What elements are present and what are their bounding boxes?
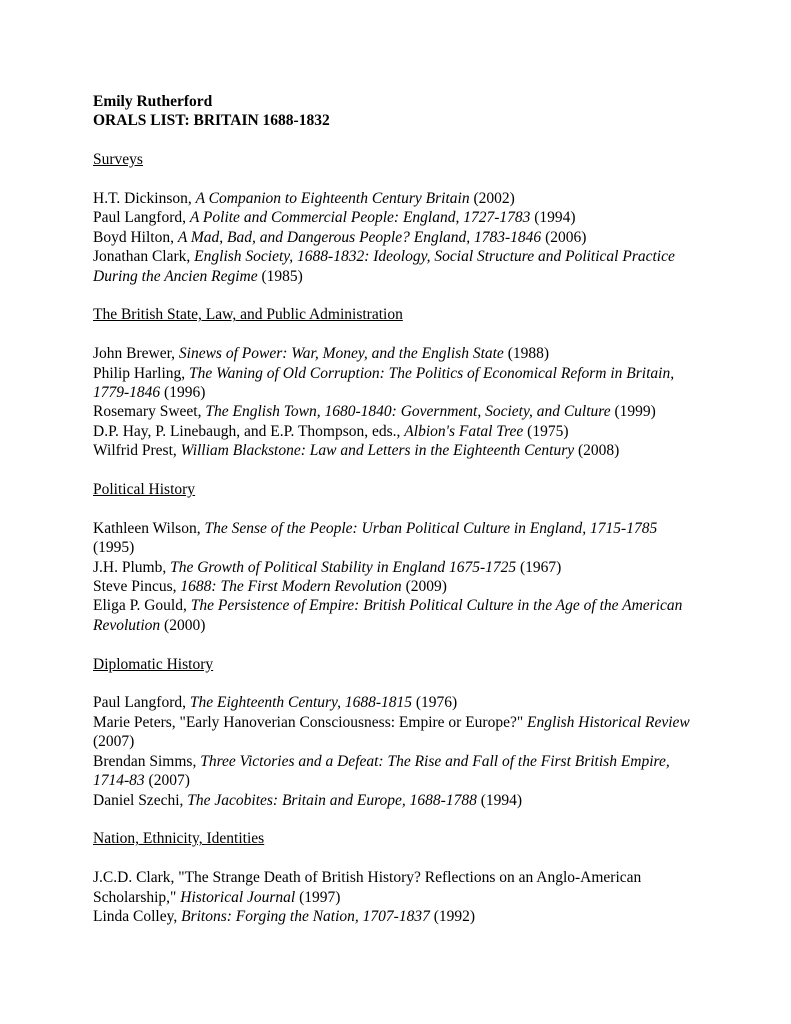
entry-text-segment: Brendan Simms, [93, 752, 201, 770]
entry-title-segment: Albion's Fatal Tree [404, 422, 524, 440]
entry-text-segment: Philip Harling, [93, 364, 190, 382]
entry-text-segment: (2008) [574, 442, 620, 460]
entry-title-segment: A Companion to Eighteenth Century Britain [195, 190, 470, 207]
entry-text-segment: (1967) [516, 558, 562, 576]
bibliography-entry [93, 247, 693, 286]
entry-title-segment: The Growth of Political Stability in England 1675-1725 [170, 558, 517, 576]
document-author: Emily Rutherford [93, 93, 213, 110]
bibliography-entry [93, 441, 693, 460]
bibliography-entry [93, 402, 693, 421]
entry-text-segment: Linda Colley, [93, 907, 182, 925]
entry-text-segment: D.P. Hay, P. Linebaugh, and E.P. Thompson, eds., [93, 422, 405, 440]
bibliography-entry [93, 344, 693, 363]
entry-text-segment: (1976) [412, 694, 458, 712]
entry-title-segment: 1688: The First Modern Revolution [180, 578, 402, 596]
section-heading: Political History [93, 481, 196, 499]
entry-title-segment: William Blackstone: Law and Letters in the Eighteenth Century [180, 442, 575, 460]
entry-text-segment: (1997) [295, 888, 341, 906]
entry-text-segment: Steve Pincus, [93, 578, 181, 596]
entry-text-segment: Eliga P. Gould, [93, 597, 191, 615]
entry-text-segment: Kathleen Wilson, [93, 519, 205, 537]
section-heading: The British State, Law, and Public Administration [93, 306, 403, 324]
bibliography-entry [93, 519, 693, 558]
bibliography-entry [93, 228, 693, 247]
entry-title-segment: The Persistence of Empire: British Political Culture in the Age of the American Revolution [93, 597, 683, 634]
entry-text-segment: (2009) [401, 578, 447, 596]
bibliography-entry [93, 693, 693, 712]
entry-title-segment: The Jacobites: Britain and Europe, 1688-1788 [187, 791, 477, 809]
bibliography-entry [93, 791, 693, 810]
entry-text-segment: Jonathan Clark, [93, 248, 195, 266]
section-heading: Surveys [93, 151, 143, 169]
entry-title-segment: English Society, 1688-1832: Ideology, Social Structure and Political Practice During the Ancien Regime [93, 248, 675, 285]
section-heading: Diplomatic History [93, 655, 214, 673]
entry-text-segment: J.C.D. Clark, "The Strange Death of British History? Reflections on an Anglo-American Scholarship," [93, 869, 642, 906]
entry-title-segment: Sinews of Power: War, Money, and the English State [178, 345, 504, 363]
entry-text-segment: (1994) [476, 791, 523, 809]
entry-text-segment: (1975) [523, 422, 569, 440]
entry-text-segment: H.T. Dickinson, [93, 190, 196, 207]
bibliography-entry [93, 558, 693, 577]
bibliography-entry [93, 596, 693, 635]
entry-title-segment: The Sense of the People: Urban Political Culture in England, 1715-1785 [204, 519, 658, 537]
entry-text-segment: (1992) [429, 907, 476, 925]
entry-text-segment: (2000) [160, 616, 206, 634]
entry-title-segment: Historical Journal [180, 888, 296, 906]
entry-text-segment: (2007) [93, 733, 135, 751]
bibliography-entry [93, 752, 693, 791]
bibliography-entry [93, 189, 693, 208]
entry-text-segment: (1996) [160, 384, 206, 402]
entry-text-segment: Wilfrid Prest, [93, 442, 181, 460]
entry-title-segment: Britons: Forging the Nation, 1707-1837 [181, 907, 430, 925]
entry-text-segment: (2007) [144, 772, 190, 790]
bibliography-entry [93, 364, 693, 403]
bibliography-entry [93, 422, 693, 441]
entry-text-segment: (1988) [503, 345, 550, 363]
entry-text-segment: Rosemary Sweet, [93, 403, 206, 421]
section-heading: Nation, Ethnicity, Identities [93, 830, 265, 848]
entry-text-segment: (1985) [257, 267, 303, 285]
entry-title-segment: The English Town, 1680-1840: Government, Society, and Culture [205, 403, 611, 421]
bibliography-entry [93, 907, 693, 926]
bibliography-entry [93, 577, 693, 596]
entry-text-segment: Paul Langford, [93, 209, 190, 227]
entry-title-segment: The Eighteenth Century, 1688-1815 [189, 694, 412, 712]
entry-title-segment: A Mad, Bad, and Dangerous People? England, 1783-1846 [177, 228, 542, 246]
entry-title-segment: The Waning of Old Corruption: The Politics of Economical Reform in Britain, 1779-1846 [93, 364, 675, 402]
document-title: ORALS LIST: BRITAIN 1688-1832 [93, 112, 330, 130]
entry-title-segment: English Historical Review [527, 713, 690, 731]
bibliography-entry [93, 208, 693, 227]
document-content [93, 92, 693, 926]
sections [93, 150, 693, 926]
entry-text-segment: Daniel Szechi, [93, 791, 188, 809]
bibliography-entry [93, 868, 693, 907]
entry-text-segment: J.H. Plumb, [93, 558, 171, 576]
entry-text-segment: Paul Langford, [93, 694, 190, 712]
entry-text-segment: Boyd Hilton, [93, 228, 178, 246]
entry-text-segment: (2006) [541, 228, 587, 246]
entry-title-segment: Three Victories and a Defeat: The Rise and Fall of the First British Empire, 1714-83 [93, 752, 670, 790]
entry-text-segment: Marie Peters, "Early Hanoverian Consciousness: Empire or Europe?" [93, 713, 528, 731]
entry-text-segment: (1994) [530, 209, 576, 227]
entry-text-segment: (1999) [610, 403, 656, 421]
bibliography-entry [93, 713, 693, 752]
entry-text-segment: John Brewer, [93, 345, 179, 363]
entry-text-segment: (2002) [469, 190, 515, 207]
entry-title-segment: A Polite and Commercial People: England, 1727-1783 [189, 209, 531, 227]
entry-text-segment: (1995) [93, 539, 135, 557]
